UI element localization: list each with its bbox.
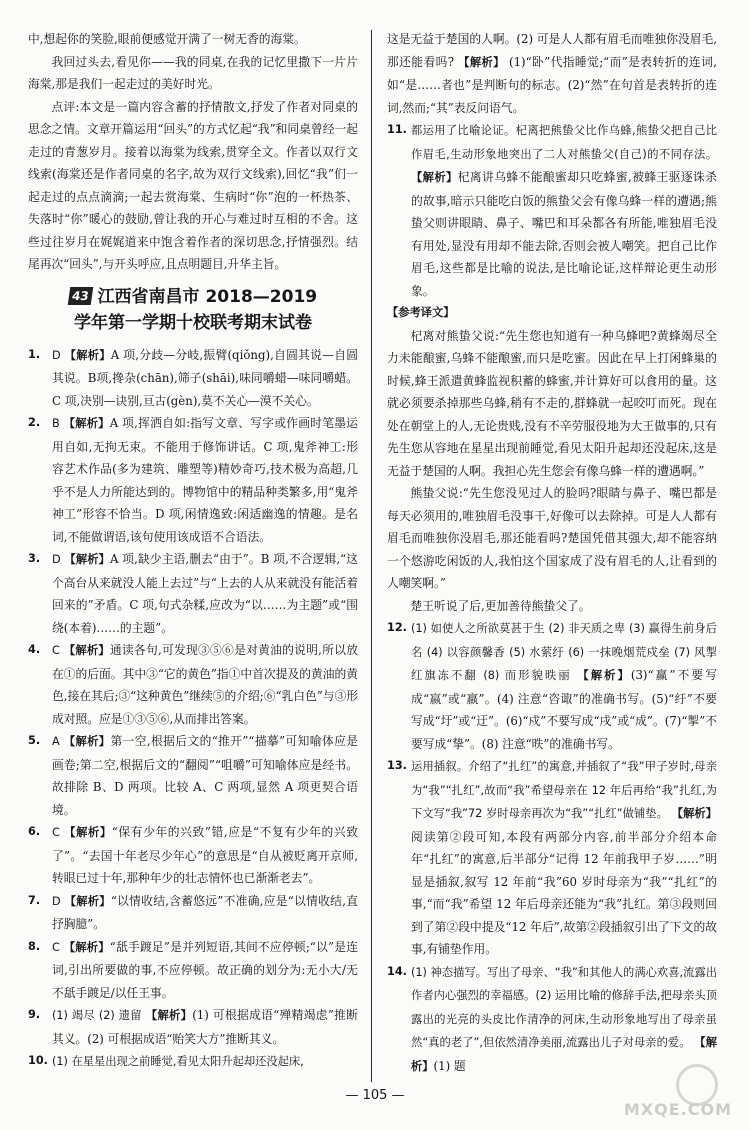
item-answer: (1) 竭尽 (2) 遗留 xyxy=(52,1009,142,1022)
answer-item xyxy=(28,412,358,548)
essay-paragraph: 我回过头去,看见你——我的同桌,在我的记忆里撒下一片片海棠,那是我们一起走过的美好时光。 xyxy=(28,54,358,91)
item-answer: (1) 如使人之所欲莫甚于生 (2) 非天质之卑 (3) 赢得生前身后名 (4) 以容颜馨香 (5) 水萦纡 (6) 一抹晚烟荒戍垒 (7) 风掣红旗冻不翻 (8) 而形貌昳丽 xyxy=(411,622,717,682)
essay-paragraph: 中,想起你的笑脸,眼前便感觉开满了一树无香的海棠。 xyxy=(28,32,306,46)
item-body xyxy=(411,961,717,1079)
answer-item xyxy=(28,548,358,639)
analysis-tag: 【解析】 xyxy=(64,826,112,839)
answer-item xyxy=(28,890,358,936)
page-number: — 105 — xyxy=(345,1088,405,1103)
item-body xyxy=(52,548,358,639)
analysis-tag: 【解析】 xyxy=(145,1009,193,1022)
answer-item xyxy=(28,1050,358,1074)
right-column xyxy=(387,28,717,1078)
item-body xyxy=(52,890,358,936)
item-answer: (1) 在星星出现之前睡觉,看见太阳升起却还没起床, xyxy=(52,1055,304,1068)
analysis-text: A 项,缺少主语,删去“由于”。B 项,不合逻辑,“这个高台从来就没人能上去过”与“上去的人从来就没有能活着回来的”矛盾。C 项,句式杂糅,应改为“以……为主题”或“围绕(本着)……的主题”。 xyxy=(52,552,358,635)
analysis-tag: 【解析】 xyxy=(411,171,458,184)
answer-item xyxy=(28,821,358,890)
item-number: 9. xyxy=(28,1008,41,1021)
item-answer: 都运用了比喻论证。杞离把熊蛰父比作乌蜂,熊蛰父把自己比作眉毛,生动形象地突出了二人对熊蛰父(自己)的不同存法。 xyxy=(411,124,717,161)
item-body xyxy=(52,412,358,548)
item-number: 2. xyxy=(28,416,41,429)
item-answer: (1) 神态描写。写出了母亲、“我”和其他人的满心欢喜,流露出作者内心强烈的幸福感。(2) 运用比喻的修辞手法,把母亲头顶露出的光亮的头皮比作清净的河床,生动形象地写出了母亲虽然“真的老了”,但依然清净美丽,流露出儿子对母亲的爱。 xyxy=(411,965,717,1049)
analysis-tag: 【解析】 xyxy=(577,669,631,682)
answer-item xyxy=(387,755,717,961)
item-number: 4. xyxy=(28,643,41,656)
answer-item xyxy=(28,639,358,730)
item-number: 14. xyxy=(387,964,407,978)
item-answer: D xyxy=(52,553,61,566)
analysis-tag: 【解析】 xyxy=(63,644,110,657)
analysis-text: 阅读第②段可知,本段有两部分内容,前半部分介绍本命年“扎红”的寓意,后半部分“记得 12 年前我甲子岁……”明显是插叙,叙写 12 年前“我”60 岁时母亲为“我”“扎红”的事,“而“我”希望 12 年后母亲还能为“我”扎红。第③段则回到了第②段中提及“12 年后”,故第②段插叙引出了下文的故事,有铺垫作用。 xyxy=(411,829,717,956)
translation-label: 【参考译文】 xyxy=(387,306,455,319)
item-answer: B xyxy=(52,417,60,430)
analysis-tag: 【解析】 xyxy=(671,807,717,820)
answer-item xyxy=(28,344,358,413)
answer-list xyxy=(387,617,717,1078)
analysis-text: (1) 可根据成语“殚精竭虑”推断其义。(2) 可根据成语“贻笑大方”推断其义。 xyxy=(52,1008,358,1046)
answer-item xyxy=(28,1004,358,1050)
item-body xyxy=(52,730,358,821)
exam-section-heading xyxy=(28,284,358,336)
answer-item xyxy=(387,961,717,1079)
analysis-text: 通读各句,可发现③⑤⑥是对黄油的说明,所以放在①的后面。其中③“它的黄色”指①中首次提及的黄油的黄色,接在其后;③“这种黄色”继续⑤的介绍;⑥“乳白色”与③形成对照。应是①③⑤⑥,从而排出答案。 xyxy=(52,643,358,726)
item-number: 7. xyxy=(28,893,41,907)
item-number: 6. xyxy=(28,825,41,838)
analysis-tag: 【解析】 xyxy=(63,940,110,954)
item-number: 8. xyxy=(28,939,41,953)
analysis-tag: 【解析】 xyxy=(64,553,110,566)
item-answer: C xyxy=(52,826,60,839)
answer-continuation: 这是无益于楚国的人啊。(2) 可是人人都有眉毛而唯独你没眉毛,那还能看吗? 【解析】 (1)“卧”代指睡觉;“而”是表转折的连词,如“是……者也”是判断句的标志。(2)“然”在句首是表转折的连词,然而;“其”表反问语气。 xyxy=(387,32,717,115)
item-body xyxy=(411,617,717,755)
item-answer: A xyxy=(52,735,60,748)
section-title-line-1: 江西省南昌市 2018—2019 xyxy=(97,286,318,307)
answer-list xyxy=(387,119,717,302)
translation-paragraph: 杞离对熊蛰父说:“先生您也知道有一种乌蜂吧?黄蜂竭尽全力未能酿蜜,乌蜂不能酿蜜,而只是吃蜜。因此在早上打闲蜂巢的时候,蜂王派遣黄蜂监视积蓄的蜂蜜,并计算好可以食用的量。这就必须要杀掉那些乌蜂,稍有不走的,群蜂就一起咬叮而死。现在处在朝堂上的人,无论贵贱,没有不辛劳服役地为大王做事的,只有先生您从容地在星星出现前睡觉,看见太阳升起却还没起床,这是无益于楚国的人啊。我担心先生您会有像乌蜂一样的遭遇啊。” xyxy=(387,328,717,478)
analysis-text: (1) 题 xyxy=(433,1058,466,1073)
item-body xyxy=(52,936,358,1005)
item-body xyxy=(52,344,358,413)
item-body xyxy=(52,639,358,730)
section-number-badge: 43 xyxy=(68,287,93,305)
item-body xyxy=(52,1004,358,1050)
item-number: 13. xyxy=(387,759,407,772)
analysis-tag: 【解析】 xyxy=(411,1036,717,1073)
item-body xyxy=(411,755,717,961)
item-number: 3. xyxy=(28,552,41,565)
item-number: 12. xyxy=(387,621,407,634)
item-answer: D xyxy=(52,348,61,362)
item-answer: C xyxy=(52,940,60,954)
left-column xyxy=(28,28,358,1074)
item-body xyxy=(411,119,717,302)
answer-list xyxy=(28,344,358,1074)
analysis-tag: 【解析】 xyxy=(458,55,505,69)
analysis-tag: 【解析】 xyxy=(64,894,111,908)
analysis-text: A 项,分歧—分岐,振臂(qiǒng),自圆其说—自圆其说。B项,搀杂(chān),筛子(shāi),味同嚼蜡—味同嚼蜡。C 项,决别—诀别,亘古(gèn),莫不关心—漠不关心。 xyxy=(52,347,358,408)
item-answer: D xyxy=(52,894,61,908)
analysis-text: A 项,挥洒自如:指写文章、写字或作画时笔墨运用自如,无拘无束。不能用于修饰讲话。C 项,鬼斧神工:形容艺术作品(多为建筑、雕塑等)精妙奇巧,技术极为高超,几乎不是人力所能达到的。博物馆中的精品种类繁多,用“鬼斧神工”形容不恰当。D 项,闲情逸致:闲适幽逸的情趣。是名词,不能做谓语,该句使用该成语不合语法。 xyxy=(52,416,358,544)
analysis-tag: 【解析】 xyxy=(63,417,110,430)
analysis-text: 杞离讲乌蜂不能酿蜜却只吃蜂蜜,被蜂王驱逐诛杀的故事,暗示只能吃白饭的熊蛰父会有像乌蜂一样的遭遇;熊蛰父则讲眼睛、鼻子、嘴巴和耳朵都各有所能,唯独眉毛没有用处,显没有用却不能去除,否则会被人嘲笑。把自己比作眉毛,这些都是比喻的说法,是比喻论证,这样辩论更生动形象。 xyxy=(411,170,717,298)
item-body xyxy=(52,821,358,890)
analysis-text: 第一空,根据后文的“推开”“描摹”可知喻体应是画卷;第二空,根据后文的“翻阅”“咀嚼”可知喻体应是经书。故排除 B、D 两项。比较 A、C 两项,显然 A 项更契合语境。 xyxy=(52,734,358,817)
item-number: 10. xyxy=(28,1054,48,1067)
item-answer: C xyxy=(52,644,60,657)
item-number: 11. xyxy=(387,123,407,136)
analysis-text: “以情收结,含蓄悠远”不准确,应是“以情收结,直抒胸臆”。 xyxy=(52,893,358,931)
analysis-text: “保有少年的兴致”错,应是“不复有少年的兴致了”。“去国十年老尽少年心”的意思是“自从被贬离开京师,转眼已过十年,那种年少的壮志情怀也已渐渐老去”。 xyxy=(52,825,358,885)
answer-item xyxy=(387,119,717,302)
watermark-text: MXQE.COM xyxy=(623,1100,732,1119)
item-answer: 运用插叙。介绍了“扎红”的寓意,并插叙了“我”甲子岁时,母亲为“我”“扎红”,故而“我”希望母亲在 12 年后再给“我”扎红,为下文写“我”72 岁时母亲再次为“我”“扎红”做铺垫。 xyxy=(411,760,717,820)
section-title-line-2: 学年第一学期十校联考期末试卷 xyxy=(74,312,312,333)
item-body xyxy=(52,1050,358,1074)
answer-item xyxy=(387,617,717,755)
analysis-text: “舐手踱足”是并列短语,其间不应停顿;“以”是连词,引出所要做的事,不应停顿。故正确的划分为:无小大/无不舐手踱足/以任王事。 xyxy=(52,939,358,1000)
item-number: 5. xyxy=(28,734,41,747)
translation-paragraph: 楚王听说了后,更加善待熊蛰父了。 xyxy=(410,598,591,613)
analysis-tag: 【解析】 xyxy=(64,348,111,362)
answer-item xyxy=(28,936,358,1005)
analysis-tag: 【解析】 xyxy=(63,735,111,748)
analysis-text: (3)“赢”不要写成“嬴”或“羸”。(4) 注意“咨诹”的准确书写。(5)“纡”不要写成“圩”或“迂”。(6)“戍”不要写成“戌”或“成”。(7)“掣”不要写成“挚”。(8) 注意“昳”的准确书写。 xyxy=(411,668,717,751)
translation-paragraph: 熊蛰父说:“先生您没见过人的脸吗?眼睛与鼻子、嘴巴都是每天必须用的,唯独眉毛没事干,好像可以去除掉。可是人人都有眉毛而唯独你没眉毛,那还能看吗?楚国凭借其强大,却不能容纳一个悠游吃闲饭的人,我怕这个国家成了没有眉毛的人,让看到的人嘲笑啊。” xyxy=(387,486,717,590)
answer-item xyxy=(28,730,358,821)
watermark-logo xyxy=(596,1064,736,1122)
commentary-paragraph: 点评:本文是一篇内容含蓄的抒情散文,抒发了作者对同桌的思念之情。文章开篇运用“回头”的方式忆起“我”和同桌曾经一起走过的青葱岁月。接着以海棠为线索,贯穿全文。作者以双行文线索(海棠还是作者同桌的名字,故为双行文线索),回忆“我”们一起走过的点点滴滴;一起去赏海棠、生病时“你”泡的一杯热茶、失落时“你”暖心的鼓励,曾让我的开心与难过时互相的不舍。这些过往岁月在娓娓道来中饱含着作者的深切思念,抒情强烈。结尾再次“回头”,与开头呼应,且点明题目,升华主旨。 xyxy=(28,99,358,271)
column-divider xyxy=(371,30,372,1082)
item-number: 1. xyxy=(28,347,41,361)
